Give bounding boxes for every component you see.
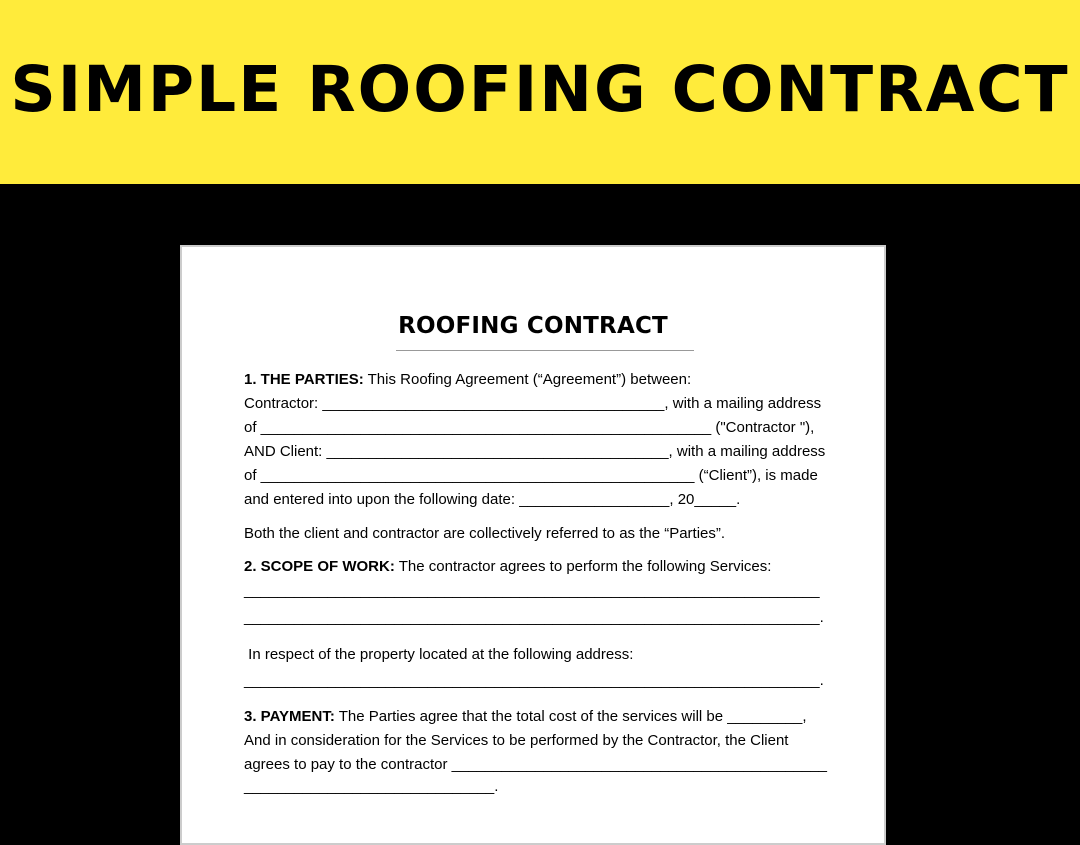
parties-line-2: Contractor: _________________________________________, with a mailing address xyxy=(244,395,822,412)
parties-collective: Both the client and contractor are collectively referred to as the “Parties”. xyxy=(244,525,726,542)
scope-blank-1: _____________________________________________________________________ xyxy=(244,582,820,599)
parties-line-3: of ______________________________________________________ ("Contractor "), xyxy=(244,419,815,436)
scope-heading: 2. SCOPE OF WORK: xyxy=(244,558,395,575)
payment-line-4: ______________________________. xyxy=(244,778,499,795)
scope-property: In respect of the property located at the following address: xyxy=(244,646,634,663)
parties-line-6: and entered into upon the following date: __________________, 20_____. xyxy=(244,491,741,508)
scope-blank-2: _____________________________________________________________________. xyxy=(244,609,824,626)
scope-blank-3: _____________________________________________________________________. xyxy=(244,672,824,689)
payment-line-2: And in consideration for the Services to be performed by the Contractor, the Client xyxy=(244,732,789,749)
header-banner xyxy=(0,0,1080,184)
scope-intro: The contractor agrees to perform the following Services: xyxy=(394,558,772,575)
parties-line-5: of ____________________________________________________ (“Client”), is made xyxy=(244,467,818,484)
document-title: ROOFING CONTRACT xyxy=(398,313,668,339)
banner-title: SIMPLE ROOFING CONTRACT xyxy=(10,53,1070,126)
document-page xyxy=(180,245,886,845)
parties-intro: This Roofing Agreement (“Agreement”) between: xyxy=(363,371,692,388)
parties-line-1 xyxy=(244,370,691,390)
title-divider xyxy=(396,350,694,351)
parties-line-4: AND Client: _________________________________________, with a mailing address xyxy=(244,443,826,460)
payment-heading: 3. PAYMENT: xyxy=(244,708,335,725)
scope-line-1 xyxy=(244,557,771,577)
payment-line-1 xyxy=(244,707,807,727)
payment-line-3: agrees to pay to the contractor _____________________________________________ xyxy=(244,756,828,773)
payment-intro: The Parties agree that the total cost of the services will be _________, xyxy=(334,708,807,725)
parties-heading: 1. THE PARTIES: xyxy=(244,371,364,388)
